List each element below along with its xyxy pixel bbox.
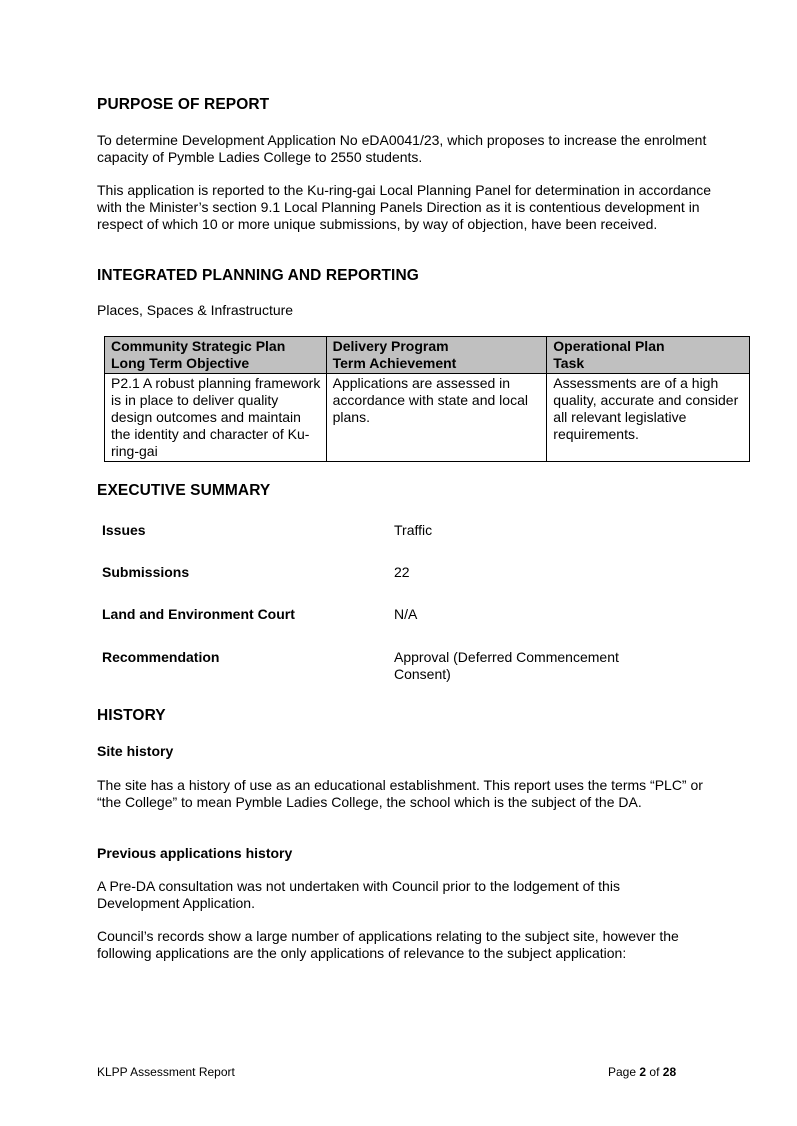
site-history-heading: Site history [97,743,174,759]
site-history-paragraph: The site has a history of use as an educational establishment. This report uses the terms “PLC” or “the College” to mean Pymble Ladies College, the school which is the subject of the DA. [97,777,703,810]
summary-value-recommendation: Approval (Deferred Commencement Consent) [394,649,619,682]
ipr-cell-op: Assessments are of a high quality, accurate and consider all relevant legislative requirements. [547,374,750,462]
summary-value-issues: Traffic [394,522,433,538]
ipr-subtitle: Places, Spaces & Infrastructure [97,302,294,318]
footer-report-title: KLPP Assessment Report [97,1065,235,1079]
table-row [105,374,750,462]
ipr-cell-dp: Applications are assessed in accordance with state and local plans. [326,374,547,462]
ipr-header-csp: Community Strategic Plan Long Term Objective [105,337,327,374]
summary-value-submissions: 22 [394,564,410,580]
previous-applications-heading: Previous applications history [97,845,293,861]
ipr-header-dp: Delivery Program Term Achievement [326,337,547,374]
previous-applications-paragraph-1: A Pre-DA consultation was not undertaken with Council prior to the lodgement of this Development Application. [97,878,620,911]
history-heading: HISTORY [97,707,166,724]
ipr-header-op: Operational Plan Task [547,337,750,374]
purpose-heading: PURPOSE OF REPORT [97,96,270,113]
summary-value-court: N/A [394,606,418,622]
ipr-table-header-row [105,337,750,374]
ipr-cell-csp: P2.1 A robust planning framework is in place to deliver quality design outcomes and maintain the identity and character of Ku-ring-gai [105,374,327,462]
summary-label-issues: Issues [102,522,146,538]
summary-label-court: Land and Environment Court [102,606,295,622]
footer-page-number: Page 2 of 28 [608,1065,677,1079]
ipr-heading: INTEGRATED PLANNING AND REPORTING [97,267,419,284]
purpose-paragraph-1: To determine Development Application No eDA0041/23, which proposes to increase the enrolment capacity of Pymble Ladies College to 2550 students. [97,132,707,165]
summary-label-submissions: Submissions [102,564,190,580]
previous-applications-paragraph-2: Council’s records show a large number of applications relating to the subject site, however the following applications are the only applications of relevance to the subject application: [97,928,679,961]
summary-label-recommendation: Recommendation [102,649,220,665]
summary-heading: EXECUTIVE SUMMARY [97,482,271,499]
ipr-table [104,336,750,462]
purpose-paragraph-2: This application is reported to the Ku-ring-gai Local Planning Panel for determination in accordance with the Minister’s section 9.1 Local Planning Panels Direction as it is contentious development in respect of which 10 or more unique submissions, by way of objection, have been received. [97,182,712,232]
